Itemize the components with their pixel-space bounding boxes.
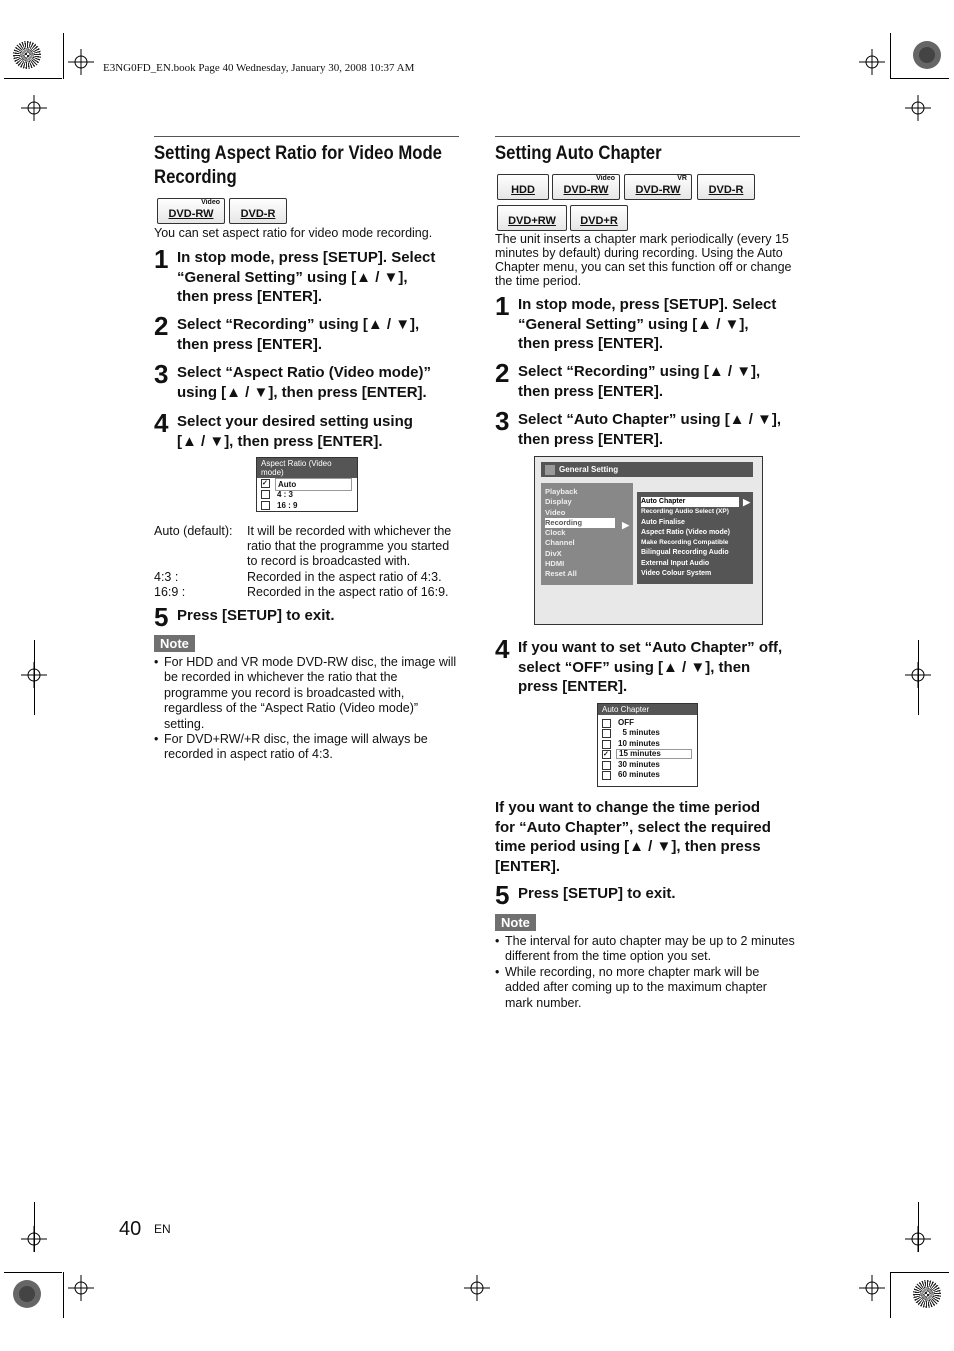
checkbox-icon [602, 761, 611, 770]
checkbox-icon [602, 719, 611, 728]
auto-chapter-menu [597, 703, 698, 787]
right-intro: The unit inserts a chapter mark periodically (every 15 minutes by default) during recording. Using the Auto Chapter menu, you can set this function off or change the time period. [495, 232, 792, 288]
checkbox-icon: ✓ [261, 479, 270, 488]
disc-icon-dvd-plus-r: DVD+R [570, 205, 628, 231]
menu-item[interactable]: Clock [545, 528, 566, 538]
note-item: • While recording, no more chapter mark will be added after coming up to the maximum chapter mark number. [495, 965, 805, 1011]
disc-icon-dvd-rw-video: Video DVD-RW [552, 174, 620, 200]
menu-item[interactable]: Make Recording Compatible [641, 539, 729, 547]
menu-option[interactable]: 5 minutes [598, 728, 697, 738]
menu-item[interactable]: Recording Audio Select (XP) [641, 508, 729, 516]
menu-item[interactable]: Display [545, 497, 572, 507]
disc-icon-hdd: HDD [497, 174, 549, 200]
menu-item[interactable]: DivX [545, 548, 562, 558]
crop-mark [918, 1202, 919, 1252]
menu-option[interactable]: 16 : 9 [257, 500, 357, 511]
disc-icon-dvd-rw-video: Video DVD-RW [157, 198, 225, 224]
crop-mark [891, 1272, 949, 1273]
checkbox-icon [602, 771, 611, 780]
crop-mark [918, 640, 919, 715]
crop-mark [63, 33, 64, 79]
aspect-ratio-menu [256, 457, 358, 512]
menu-right-panel [637, 492, 753, 584]
menu-option[interactable]: 30 minutes [598, 760, 697, 770]
right-title: Setting Auto Chapter [495, 143, 662, 164]
crosshair-icon [905, 95, 931, 121]
note-item: • For DVD+RW/+R disc, the image will always be recorded in aspect ratio of 4:3. [154, 732, 464, 763]
language-code: EN [154, 1222, 171, 1236]
menu-option[interactable]: ✓ Auto [257, 478, 357, 489]
crosshair-icon [68, 1275, 94, 1301]
menu-title: Auto Chapter [598, 704, 697, 715]
menu-option-selected[interactable]: ✓ 15 minutes [598, 749, 697, 759]
definition-list: Auto (default): It will be recorded with whichever the ratio that the programme you started to record is broadcasted with. 4:3 : Recorded in the aspect ratio of 4:3. 16:9 : Recorded in the aspect ratio of 16:9. [154, 524, 452, 599]
disc-icon-dvd-plus-rw: DVD+RW [497, 205, 567, 231]
wrench-icon [545, 465, 555, 475]
left-notes [154, 655, 464, 763]
crosshair-icon [21, 95, 47, 121]
menu-left-panel [541, 483, 633, 585]
file-header: E3NG0FD_EN.book Page 40 Wednesday, January 30, 2008 10:37 AM [103, 62, 415, 74]
disc-icon-dvd-r: DVD-R [229, 198, 287, 224]
disc-icon-dvd-rw-vr: VR DVD-RW [624, 174, 692, 200]
menu-option[interactable]: 10 minutes [598, 739, 697, 749]
crop-mark [4, 78, 62, 79]
menu-item[interactable]: Bilingual Recording Audio [641, 549, 729, 557]
menu-item[interactable]: Video Colour System [641, 570, 712, 578]
left-intro: You can set aspect ratio for video mode recording. [154, 226, 433, 240]
left-title-line2: Recording [154, 167, 237, 188]
page-number: 40 [119, 1218, 142, 1240]
menu-item[interactable]: Channel [545, 538, 575, 548]
registration-burst-bottom-left [13, 1280, 41, 1308]
crosshair-icon [68, 49, 94, 75]
crop-mark [891, 78, 949, 79]
crop-mark [34, 1202, 35, 1252]
menu-item[interactable]: Video [545, 507, 566, 517]
registration-burst-top-right [913, 41, 941, 69]
checkbox-icon [602, 729, 611, 738]
menu-item-selected[interactable]: Auto Chapter [641, 497, 739, 507]
menu-item[interactable]: Reset All [545, 569, 577, 579]
right-notes [495, 934, 805, 1011]
note-label: Note [154, 635, 195, 652]
menu-item[interactable]: External Input Audio [641, 559, 710, 567]
menu-title-bar: General Setting [541, 462, 753, 477]
menu-item-selected[interactable]: Recording [545, 518, 615, 528]
crosshair-icon [464, 1275, 490, 1301]
change-period-instruction: If you want to change the time period for “Auto Chapter”, select the required time period using [▲ / ▼], then press [ENTER]. [495, 799, 771, 875]
note-label: Note [495, 914, 536, 931]
general-setting-menu [534, 456, 763, 625]
arrow-right-icon: ▶ [622, 520, 629, 530]
crop-mark [4, 1272, 62, 1273]
crosshair-icon [859, 49, 885, 75]
registration-burst-top-left [13, 41, 41, 69]
crop-mark [890, 1272, 891, 1318]
left-title-line1: Setting Aspect Ratio for Video Mode [154, 143, 442, 164]
menu-item[interactable]: Aspect Ratio (Video mode) [641, 528, 730, 536]
menu-title: Aspect Ratio (Video mode) [257, 458, 357, 478]
menu-item[interactable]: HDMI [545, 559, 565, 569]
disc-icon-dvd-r: DVD-R [697, 174, 755, 200]
note-item: • For HDD and VR mode DVD-RW disc, the image will be recorded in whichever the ratio that the programme you record is broadcasted with, regardless of the “Aspect Ratio (Video mode)” setting. [154, 655, 464, 732]
menu-item[interactable]: Auto Finalise [641, 518, 685, 526]
crosshair-icon [859, 1275, 885, 1301]
menu-option[interactable]: 60 minutes [598, 770, 697, 780]
checkbox-icon [261, 501, 270, 510]
right-title-rule [495, 136, 800, 137]
checkbox-icon [602, 740, 611, 749]
crop-mark [34, 640, 35, 715]
checkbox-icon: ✓ [602, 750, 611, 759]
menu-option[interactable]: 4 : 3 [257, 489, 357, 500]
left-title-rule [154, 136, 459, 137]
menu-option[interactable]: OFF [598, 718, 697, 728]
menu-item[interactable]: Playback [545, 487, 578, 496]
arrow-right-icon: ▶ [743, 497, 750, 507]
checkbox-icon [261, 490, 270, 499]
crop-mark [63, 1272, 64, 1318]
crop-mark [890, 33, 891, 79]
note-item: • The interval for auto chapter may be up to 2 minutes different from the time option you set. [495, 934, 805, 965]
registration-burst-bottom-right [913, 1280, 941, 1308]
